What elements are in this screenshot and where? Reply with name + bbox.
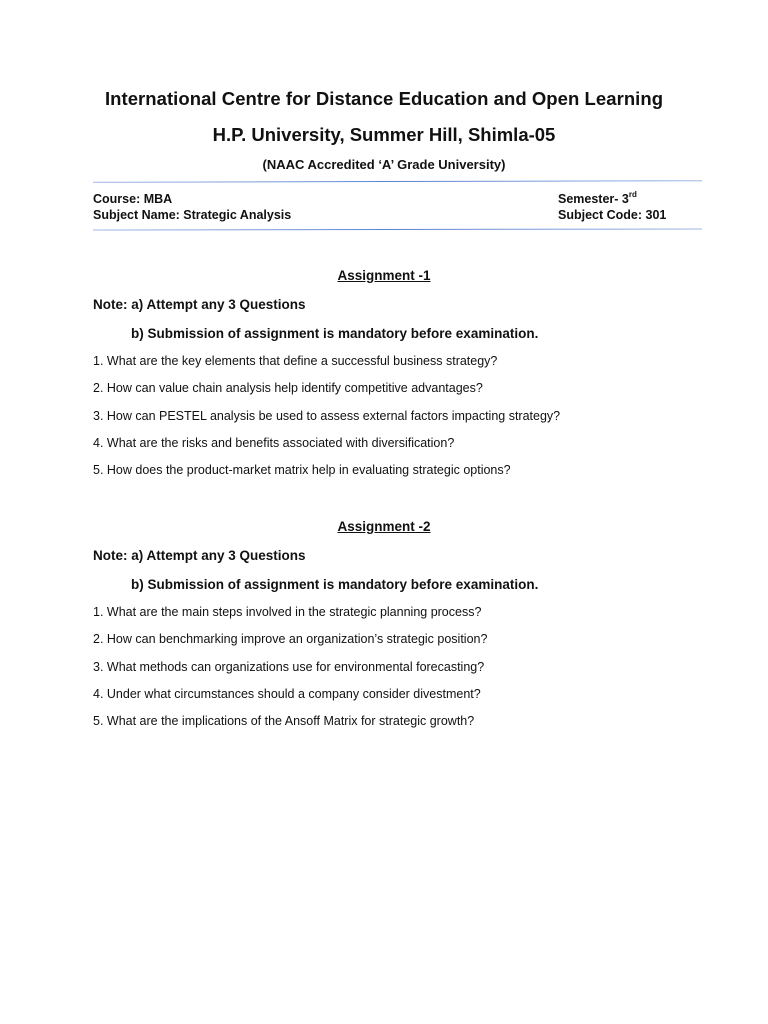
question-item: 4. Under what circumstances should a company consider divestment? xyxy=(93,687,481,701)
question-item: 3. What methods can organizations use for environmental forecasting? xyxy=(93,660,485,674)
question-item: 5. What are the implications of the Ansoff Matrix for strategic growth? xyxy=(93,714,475,728)
semester-superscript: rd xyxy=(628,190,637,199)
subject-name-label: Subject Name: Strategic Analysis xyxy=(93,208,292,222)
question-item: 2. How can benchmarking improve an organization’s strategic position? xyxy=(93,632,488,646)
question-item: 1. What are the main steps involved in the strategic planning process? xyxy=(93,605,482,619)
institute-title: International Centre for Distance Education and Open Learning xyxy=(104,88,664,109)
semester-label xyxy=(558,192,637,206)
note-submission: b) Submission of assignment is mandatory before examination. xyxy=(131,326,539,341)
note-attempt: Note: a) Attempt any 3 Questions xyxy=(93,297,306,312)
semester-text: Semester- 3 xyxy=(558,192,629,206)
question-item: 1. What are the key elements that define a successful business strategy? xyxy=(93,354,498,368)
question-item: 5. How does the product-market matrix help in evaluating strategic options? xyxy=(93,463,511,477)
accreditation-line: (NAAC Accredited ‘A’ Grade University) xyxy=(262,157,506,172)
question-item: 2. How can value chain analysis help identify competitive advantages? xyxy=(93,381,483,395)
note-submission: b) Submission of assignment is mandatory before examination. xyxy=(131,577,539,592)
question-item: 4. What are the risks and benefits associated with diversification? xyxy=(93,436,455,450)
question-item: 3. How can PESTEL analysis be used to assess external factors impacting strategy? xyxy=(93,409,561,423)
top-divider xyxy=(93,180,702,183)
assignment-title: Assignment -2 xyxy=(337,519,431,534)
course-label: Course: MBA xyxy=(93,192,173,206)
university-title: H.P. University, Summer Hill, Shimla-05 xyxy=(212,124,556,145)
subject-code-label: Subject Code: 301 xyxy=(558,208,667,222)
bottom-divider xyxy=(93,228,702,230)
assignment-title: Assignment -1 xyxy=(337,268,431,283)
note-attempt: Note: a) Attempt any 3 Questions xyxy=(93,548,306,563)
